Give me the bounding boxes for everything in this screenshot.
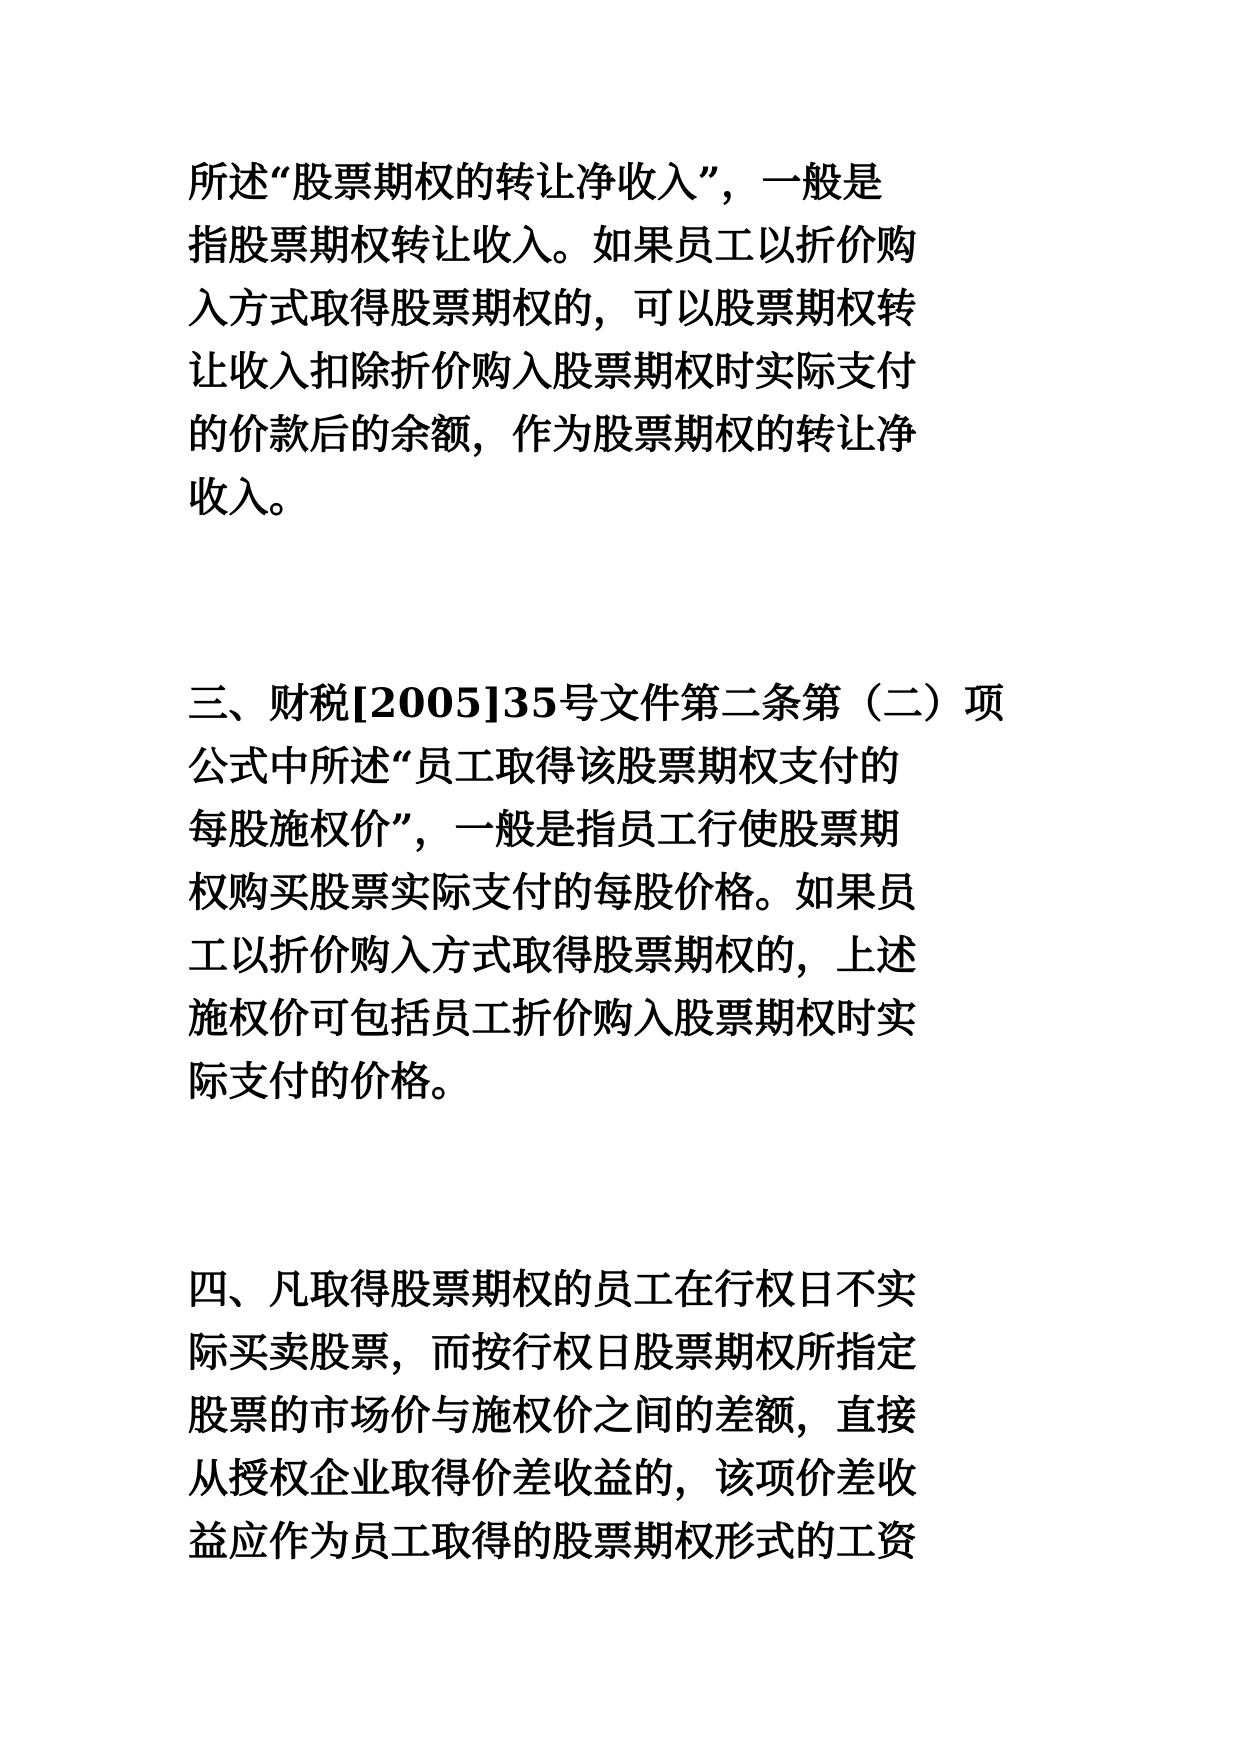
text-line: 从授权企业取得价差收益的，该项价差收 (188, 1455, 917, 1502)
text-line: 工以折价购入方式取得股票期权的，上述 (188, 932, 917, 979)
text-line: 指股票期权转让收入。如果员工以折价购 (188, 222, 917, 269)
text-line: 所述“股票期权的转让净收入”，一般是 (188, 159, 884, 206)
text-line: 的价款后的余额，作为股票期权的转让净 (188, 411, 917, 458)
text-line: 入方式取得股票期权的，可以股票期权转 (188, 285, 917, 332)
text-line: 施权价可包括员工折价购入股票期权时实 (188, 995, 917, 1042)
text-line: 权购买股票实际支付的每股价格。如果员 (188, 869, 917, 916)
text-line: 让收入扣除折价购入股票期权时实际支付 (188, 348, 917, 395)
text-line: 收入。 (188, 474, 310, 521)
paragraph-section-three (188, 672, 1068, 1113)
text-line: 公式中所述“员工取得该股票期权支付的 (188, 743, 901, 790)
paragraph-net-transfer-income (188, 151, 1068, 529)
text-line: 际支付的价格。 (188, 1058, 472, 1105)
text-line: 三、财税[2005]35号文件第二条第（二）项 (188, 680, 1005, 727)
text-line: 每股施权价”，一般是指员工行使股票期 (188, 806, 901, 853)
text-line: 益应作为员工取得的股票期权形式的工资 (188, 1518, 917, 1565)
paragraph-section-four (188, 1258, 1068, 1573)
text-line: 四、凡取得股票期权的员工在行权日不实 (188, 1266, 917, 1313)
text-line: 股票的市场价与施权价之间的差额，直接 (188, 1392, 917, 1439)
text-line: 际买卖股票，而按行权日股票期权所指定 (188, 1329, 917, 1376)
